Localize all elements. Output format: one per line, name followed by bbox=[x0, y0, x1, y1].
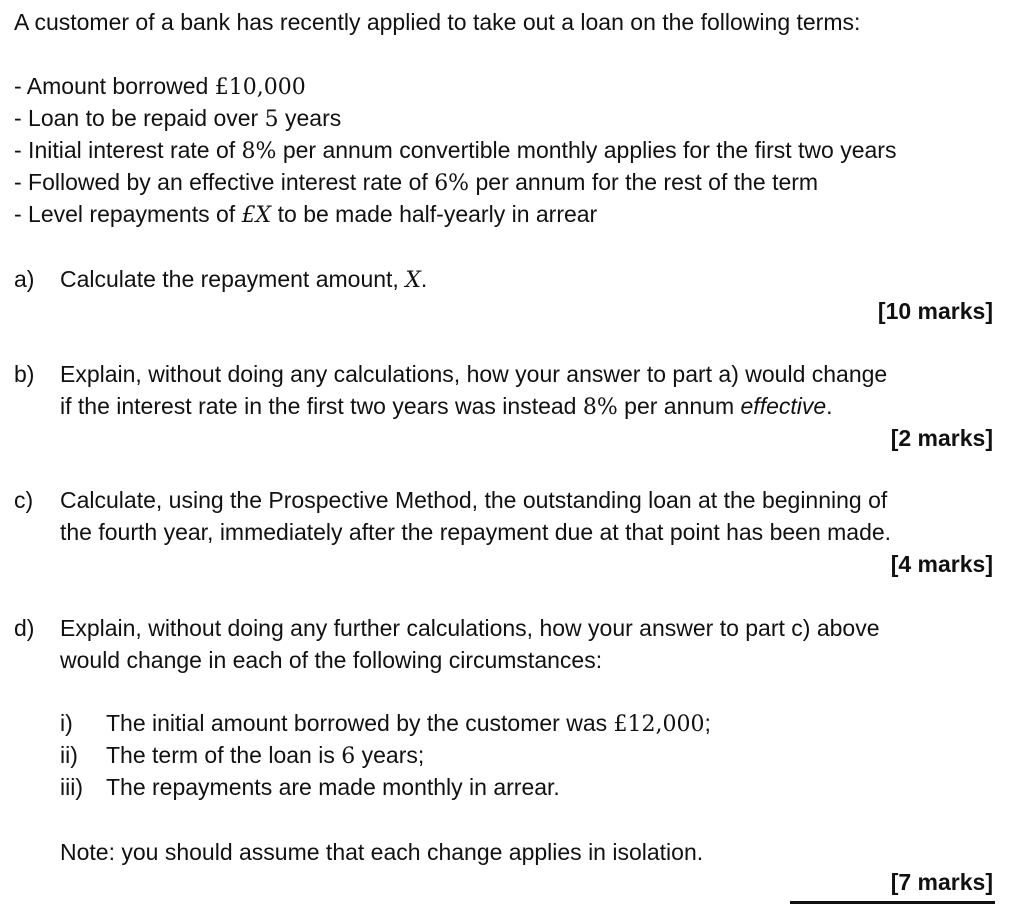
part-text bbox=[60, 612, 1000, 676]
intro-text: A customer of a bank has recently applied to take out a loan on the following terms: bbox=[14, 9, 861, 35]
sub-item-text bbox=[106, 741, 424, 771]
marks-label: [4 marks] bbox=[890, 551, 993, 577]
term-item bbox=[14, 200, 597, 230]
term-text: years bbox=[278, 105, 342, 131]
part-line: Explain, without doing any further calculations, how your answer to part c) above bbox=[60, 615, 880, 641]
term-math: 6% bbox=[434, 171, 470, 196]
term-math: 5 bbox=[264, 107, 279, 132]
sub-math: 6 bbox=[341, 744, 356, 769]
part-label: a) bbox=[14, 266, 35, 292]
term-text: - Initial interest rate of bbox=[14, 137, 242, 163]
marks-label: [10 marks] bbox=[877, 298, 993, 324]
sub-item-text bbox=[106, 709, 711, 739]
part-text-span: per annum bbox=[617, 393, 741, 419]
term-text: per annum for the rest of the term bbox=[469, 169, 819, 195]
term-item bbox=[14, 168, 818, 198]
sub-item-label: iii) bbox=[60, 774, 83, 800]
term-item bbox=[14, 136, 896, 166]
part-line: Calculate, using the Prospective Method, the outstanding loan at the beginning of bbox=[60, 487, 888, 513]
term-math: 8% bbox=[241, 139, 277, 164]
cut-off-text-fragment bbox=[790, 898, 995, 904]
part-line: the fourth year, immediately after the repayment due at that point has been made. bbox=[60, 519, 892, 545]
part-text bbox=[60, 358, 1000, 424]
part-line: Explain, without doing any calculations, how your answer to part a) would change bbox=[60, 361, 888, 387]
sub-item-label: i) bbox=[60, 710, 73, 736]
note-text: Note: you should assume that each change applies in isolation. bbox=[60, 839, 704, 865]
term-math: £X bbox=[241, 203, 272, 228]
part-label: b) bbox=[14, 361, 35, 387]
part-line bbox=[60, 390, 1000, 424]
part-text-span: . bbox=[420, 266, 428, 292]
part-text-span: if the interest rate in the first two years was instead bbox=[60, 393, 583, 419]
sub-text-span: The initial amount borrowed by the customer was bbox=[106, 710, 614, 736]
part-line: would change in each of the following circumstances: bbox=[60, 647, 603, 673]
part-text bbox=[60, 263, 1000, 297]
part-math: 8% bbox=[582, 395, 618, 420]
term-item bbox=[14, 104, 341, 134]
sub-text-span: ; bbox=[704, 710, 711, 736]
term-text: - Amount borrowed bbox=[14, 73, 215, 99]
part-math: X bbox=[405, 268, 421, 293]
part-text bbox=[60, 484, 1000, 548]
sub-item-label: ii) bbox=[60, 742, 78, 768]
part-emphasis: effective bbox=[740, 393, 827, 419]
term-text: per annum convertible monthly applies for the first two years bbox=[276, 137, 897, 163]
part-label: d) bbox=[14, 615, 35, 641]
sub-text-span: The term of the loan is bbox=[106, 742, 342, 768]
marks-label: [2 marks] bbox=[890, 425, 993, 451]
term-text: - Loan to be repaid over bbox=[14, 105, 265, 131]
sub-math: £12,000 bbox=[613, 712, 705, 737]
marks-label: [7 marks] bbox=[890, 869, 993, 895]
term-text: to be made half-yearly in arrear bbox=[271, 201, 598, 227]
part-text-span: Calculate the repayment amount, bbox=[60, 266, 406, 292]
term-math: £10,000 bbox=[214, 75, 306, 100]
sub-item-text: The repayments are made monthly in arrear. bbox=[106, 774, 560, 800]
part-text-span: . bbox=[826, 393, 833, 419]
term-item bbox=[14, 72, 306, 102]
term-text: - Level repayments of bbox=[14, 201, 242, 227]
part-label: c) bbox=[14, 487, 34, 513]
sub-text-span: years; bbox=[355, 742, 425, 768]
term-text: - Followed by an effective interest rate of bbox=[14, 169, 435, 195]
